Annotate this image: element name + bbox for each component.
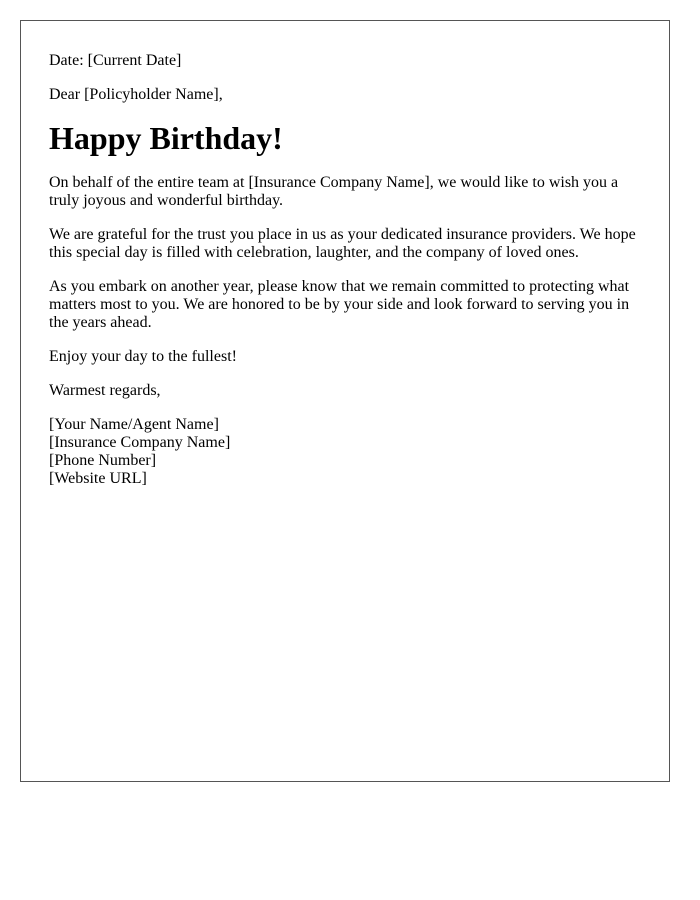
body-paragraph: We are grateful for the trust you place in us as your dedicated insurance providers. We hope this special day is filled with celebration, laughter, and the company of loved ones.: [49, 226, 636, 261]
signature-phone: [Phone Number]: [49, 452, 157, 469]
closing: Warmest regards,: [49, 382, 161, 399]
signature-company: [Insurance Company Name]: [49, 434, 231, 451]
signature-website: [Website URL]: [49, 470, 147, 487]
date-line: Date: [Current Date]: [49, 52, 182, 69]
body-paragraph: As you embark on another year, please know that we remain committed to protecting what matters most to you. We are honored to be by your side and look forward to serving you in the years ahead.: [49, 278, 630, 331]
body-paragraph: Enjoy your day to the fullest!: [49, 348, 237, 365]
letter-heading: Happy Birthday!: [49, 120, 283, 156]
signature-name: [Your Name/Agent Name]: [49, 416, 219, 433]
body-paragraph: On behalf of the entire team at [Insurance Company Name], we would like to wish you a truly joyous and wonderful birthday.: [49, 174, 619, 209]
signature-block: [49, 416, 649, 488]
letter-page: [20, 20, 670, 782]
salutation: Dear [Policyholder Name],: [49, 86, 223, 103]
